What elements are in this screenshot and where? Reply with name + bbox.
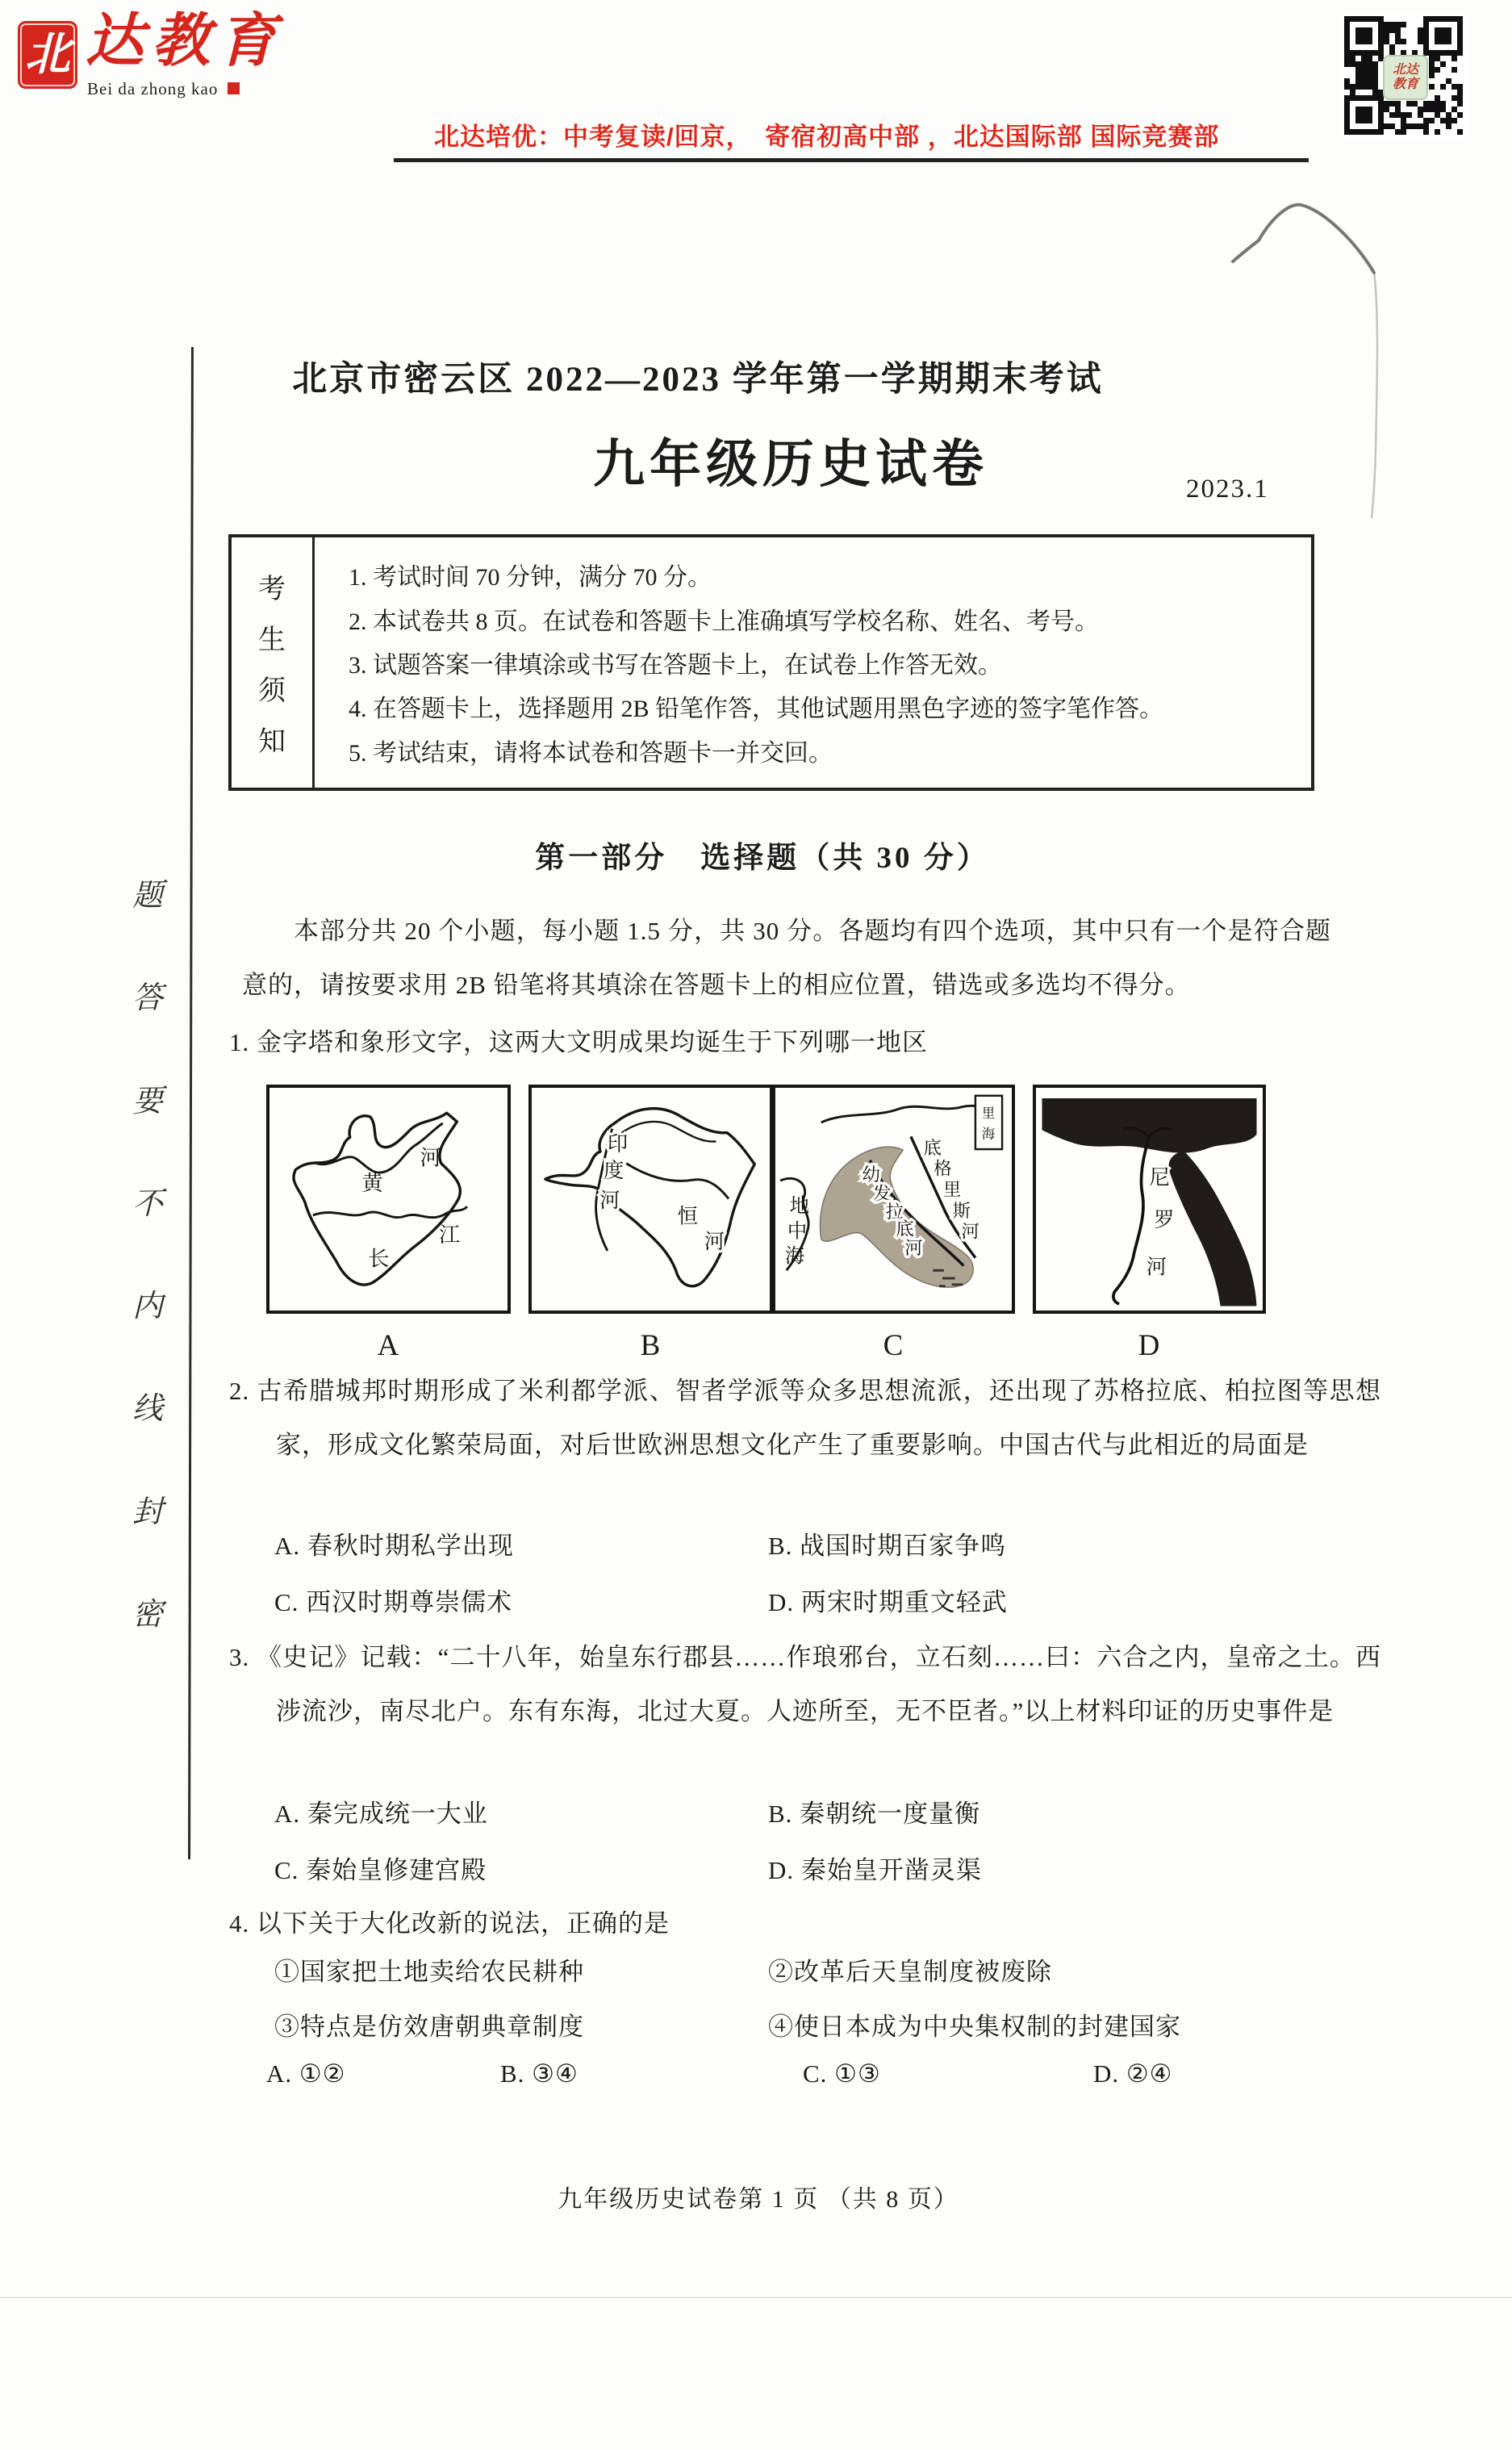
river-label-char: 江: [438, 1223, 461, 1248]
question-4-options: [266, 2059, 1339, 2100]
option-item: A. ①②: [266, 2059, 346, 2088]
option-item: B. 秦朝统一度量衡: [768, 1800, 981, 1828]
header-slogan: 北达培优：中考复读/回京， 寄宿初高中部 ，北达国际部 国际竞赛部: [434, 123, 1220, 151]
notice-item: 5. 考试结束，请将本试卷和答题卡一并交回。: [349, 739, 833, 767]
river-label-char: 斯: [952, 1200, 971, 1221]
statement-item: ②改革后天皇制度被废除: [768, 1958, 1052, 1986]
option-item: C. 西汉时期尊崇儒术: [274, 1588, 513, 1616]
mediterranean-sea-fill: [1042, 1098, 1256, 1153]
seal-line-char: 题: [132, 878, 163, 914]
india-outline: [545, 1109, 754, 1286]
river-label-char: 河: [1146, 1256, 1167, 1279]
red-sea-fill: [1169, 1152, 1257, 1307]
notice-item: 3. 试题答案一律填涂或书写在答题卡上，在试卷上作答无效。: [349, 651, 1002, 679]
logo-brand-text: 达教育: [86, 9, 285, 73]
river-label-char: 尼: [1149, 1166, 1170, 1189]
question-3-stem: 3. 《史记》记载：“二十八年，始皇东行郡县……作琅邪台，立石刻……曰：六合之内，皇帝之土。西涉流沙，南尽北户。东有东海，北过大夏。人迹所至，无不臣者。”以上材料印证的历史事件是: [229, 1643, 1381, 1725]
map-letter-a: A: [377, 1329, 400, 1362]
header-divider-rule: [394, 158, 1309, 162]
option-item: A. 春秋时期私学出现: [274, 1532, 514, 1560]
sea-label-char: 里: [981, 1106, 996, 1122]
footer-page-info: 九年级历史试卷第 1 页 （共 8 页）: [558, 2186, 959, 2213]
paper-title: 九年级历史试卷: [593, 436, 988, 493]
notice-label: 考 生 须 知: [232, 537, 315, 788]
map-mesopotamia: [775, 1088, 1012, 1311]
river-label-char: 长: [368, 1247, 390, 1271]
logo-seal-character: 北: [25, 30, 70, 80]
map-option-a: [266, 1085, 511, 1314]
qr-center-badge: 北达 教育: [1383, 55, 1428, 100]
river-label-char: 罗: [1154, 1209, 1175, 1232]
river-label-char: 底: [896, 1219, 914, 1240]
map-india: [532, 1088, 770, 1311]
ganges-river-line: [626, 1164, 729, 1199]
river-label-char: 黄: [361, 1171, 383, 1195]
exam-date: 2023.1: [1186, 475, 1269, 504]
question-2-stem: 2. 古希腊城邦时期形成了米利都学派、智者学派等众多思想流派，还出现了苏格拉底、柏拉图等思想家，形成文化繁荣局面，对后世欧洲思想文化产生了重要影响。中国古代与此相近的局面是: [229, 1377, 1381, 1459]
river-label-char: 河: [961, 1221, 979, 1242]
map-letter-c: C: [883, 1329, 904, 1362]
river-label-char: 拉: [885, 1201, 904, 1222]
scan-bottom-shadow: [0, 2297, 1512, 2298]
section-heading: 第一部分 选择题（共 30 分）: [535, 842, 990, 875]
map-egypt: [1036, 1088, 1263, 1311]
option-item: B. 战国时期百家争鸣: [768, 1532, 1007, 1560]
seal-line-char: 答: [132, 980, 163, 1016]
seal-line-char: 密: [132, 1597, 163, 1633]
seal-line: [188, 347, 194, 1859]
notice-items: [315, 537, 1311, 788]
option-item: D. 秦始皇开凿灵渠: [768, 1856, 982, 1884]
map-china: [269, 1088, 507, 1311]
river-label-char: 幼: [862, 1164, 880, 1185]
notice-item: 4. 在答题卡上，选择题用 2B 铅笔作答，其他试题用黑色字迹的签字笔作答。: [349, 696, 1164, 723]
logo-red-square: [228, 82, 240, 94]
map-option-b: [528, 1085, 773, 1314]
north-border-line: [821, 1106, 999, 1123]
river-label-char: 度: [603, 1160, 624, 1183]
river-label-char: 印: [607, 1133, 629, 1156]
map-option-c: [772, 1085, 1015, 1314]
qr-code: [1339, 11, 1468, 140]
himalaya-ridge-line: [620, 1122, 716, 1142]
question-3-options: [274, 1793, 1323, 1906]
statement-item: ④使日本成为中央集权制的封建国家: [768, 2013, 1181, 2041]
river-label-char: 河: [904, 1237, 923, 1258]
option-item: C. 秦始皇修建宫殿: [274, 1856, 487, 1884]
notice-box: [228, 534, 1314, 791]
river-label-char: 里: [942, 1179, 962, 1200]
map-option-d: [1033, 1085, 1266, 1314]
option-item: D. ②④: [1093, 2059, 1173, 2088]
river-label-char: 发: [873, 1183, 892, 1204]
river-label-char: 河: [599, 1189, 620, 1213]
seal-line-char: 不: [132, 1186, 163, 1222]
seal-line-char: 要: [132, 1084, 163, 1118]
river-label-char: 格: [934, 1158, 952, 1179]
notice-item: 2. 本试卷共 8 页。在试卷和答题卡上准确填写学校名称、姓名、考号。: [349, 608, 1099, 635]
question-2-options: [274, 1525, 1323, 1638]
river-label-char: 河: [704, 1230, 725, 1253]
option-item: D. 两宋时期重文轻武: [768, 1588, 1008, 1616]
question-1-stem: 1. 金字塔和象形文字，这两大文明成果均诞生于下列哪一地区: [229, 1028, 928, 1056]
school-logo-seal: [18, 21, 77, 89]
statement-item: ③特点是仿效唐朝典章制度: [274, 2013, 584, 2041]
sea-label-char: 海: [784, 1245, 805, 1268]
seal-line-char: 封: [132, 1495, 163, 1530]
seal-line-char: 线: [132, 1392, 163, 1427]
exam-session-title: 北京市密云区 2022—2023 学年第一学期期末考试: [292, 361, 1104, 399]
nile-river-line: [1113, 1138, 1149, 1304]
option-item: B. ③④: [500, 2059, 578, 2088]
sea-label-char: 中: [787, 1220, 808, 1243]
river-label-char: 恒: [677, 1205, 699, 1228]
seal-line-text: [127, 870, 168, 1634]
sea-label-char: 地: [789, 1195, 810, 1218]
statement-item: ①国家把土地卖给农民耕种: [274, 1958, 584, 1986]
river-label-char: 底: [923, 1137, 942, 1158]
seal-line-char: 内: [132, 1289, 163, 1324]
section-intro: 本部分共 20 个小题，每小题 1.5 分，共 30 分。各题均有四个选项，其中只有一个是符合题意的，请按要求用 2B 铅笔将其填涂在答题卡上的相应位置，错选或多选均不得分。: [242, 917, 1331, 999]
option-item: A. 秦完成统一大业: [274, 1800, 488, 1828]
river-label-char: 河: [420, 1146, 441, 1170]
map-letter-d: D: [1138, 1329, 1161, 1362]
sea-label-char: 海: [981, 1126, 996, 1142]
question-4-stem: 4. 以下关于大化改新的说法，正确的是: [229, 1909, 670, 1938]
logo-romanized-text: Bei da zhong kao: [87, 79, 240, 99]
map-letter-b: B: [640, 1329, 662, 1362]
option-item: C. ①③: [803, 2059, 881, 2088]
question-4-statements: [274, 1951, 1323, 2061]
notice-item: 1. 考试时间 70 分钟，满分 70 分。: [349, 564, 712, 592]
yangtze-river-line: [313, 1206, 467, 1217]
